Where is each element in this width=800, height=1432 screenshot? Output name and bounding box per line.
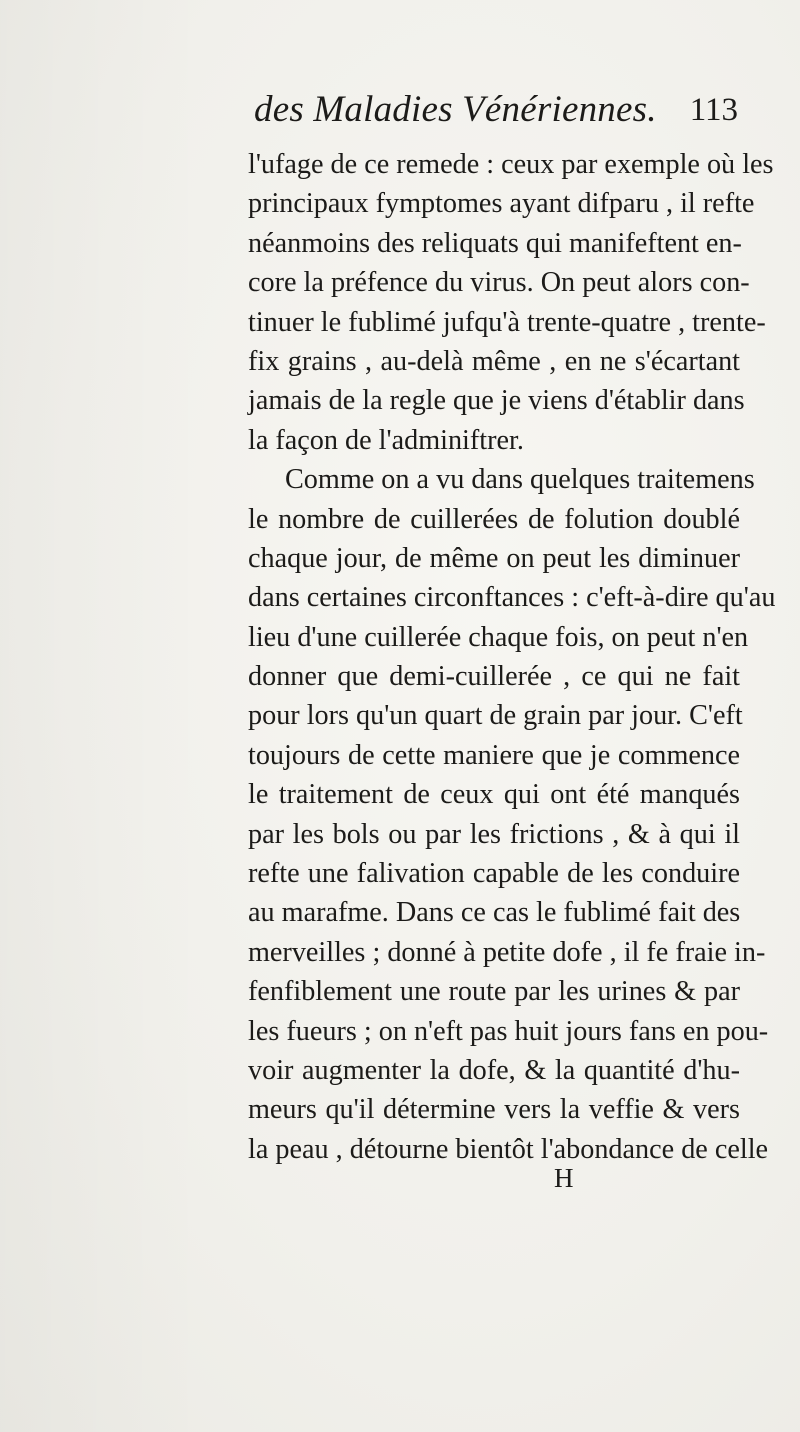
text-line: fenfiblement une route par les urines & par [248, 976, 740, 1008]
text-line: principaux fymptomes ayant difparu , il refte [248, 188, 755, 220]
text-line: voir augmenter la dofe, & la quantité d'hu- [248, 1054, 740, 1086]
text-line: pour lors qu'un quart de grain par jour. C'eft [248, 700, 743, 732]
text-line: le nombre de cuillerées de folution doublé [248, 503, 740, 535]
text-line: tinuer le fublimé jufqu'à trente-quatre , trente- [248, 306, 766, 338]
text-line: dans certaines circonftances : c'eft-à-dire qu'au [248, 582, 776, 614]
text-line: core la préfence du virus. On peut alors con- [248, 267, 750, 299]
text-line: par les bols ou par les frictions , & à qui il [248, 818, 740, 850]
text-line: Comme on a vu dans quelques traitemens [285, 464, 755, 496]
text-line: la peau , détourne bientôt l'abondance de celle [248, 1133, 769, 1165]
text-line: fix grains , au-delà même , en ne s'écartant [248, 345, 740, 377]
signature-mark: H [554, 1163, 574, 1193]
running-title: des Maladies Vénériennes. [254, 89, 657, 130]
body-text [248, 145, 776, 1169]
text-line: l'ufage de ce remede : ceux par exemple où les [248, 149, 774, 180]
text-line: néanmoins des reliquats qui manifeftent en- [248, 227, 742, 259]
text-line: refte une falivation capable de les conduire [248, 858, 740, 890]
text-line: merveilles ; donné à petite dofe , il fe fraie in- [248, 936, 766, 968]
page-edge-shading [0, 0, 210, 1432]
text-line: le traitement de ceux qui ont été manqués [248, 779, 740, 811]
text-line: meurs qu'il détermine vers la veffie & vers [248, 1094, 740, 1126]
text-line: au marafme. Dans ce cas le fublimé fait des [248, 897, 741, 929]
text-line: lieu d'une cuillerée chaque fois, on peut n'en [248, 621, 749, 653]
text-line: jamais de la regle que je viens d'établir dans [248, 385, 745, 417]
text-line: chaque jour, de même on peut les diminuer [248, 542, 740, 574]
page-number: 113 [689, 92, 738, 128]
text-line: la façon de l'adminiftrer. [248, 424, 524, 456]
text-line: toujours de cette maniere que je commence [248, 739, 740, 771]
text-line: donner que demi-cuillerée , ce qui ne fait [248, 661, 740, 693]
running-head [254, 88, 738, 148]
text-line: les fueurs ; on n'eft pas huit jours fans en pou- [248, 1015, 769, 1047]
